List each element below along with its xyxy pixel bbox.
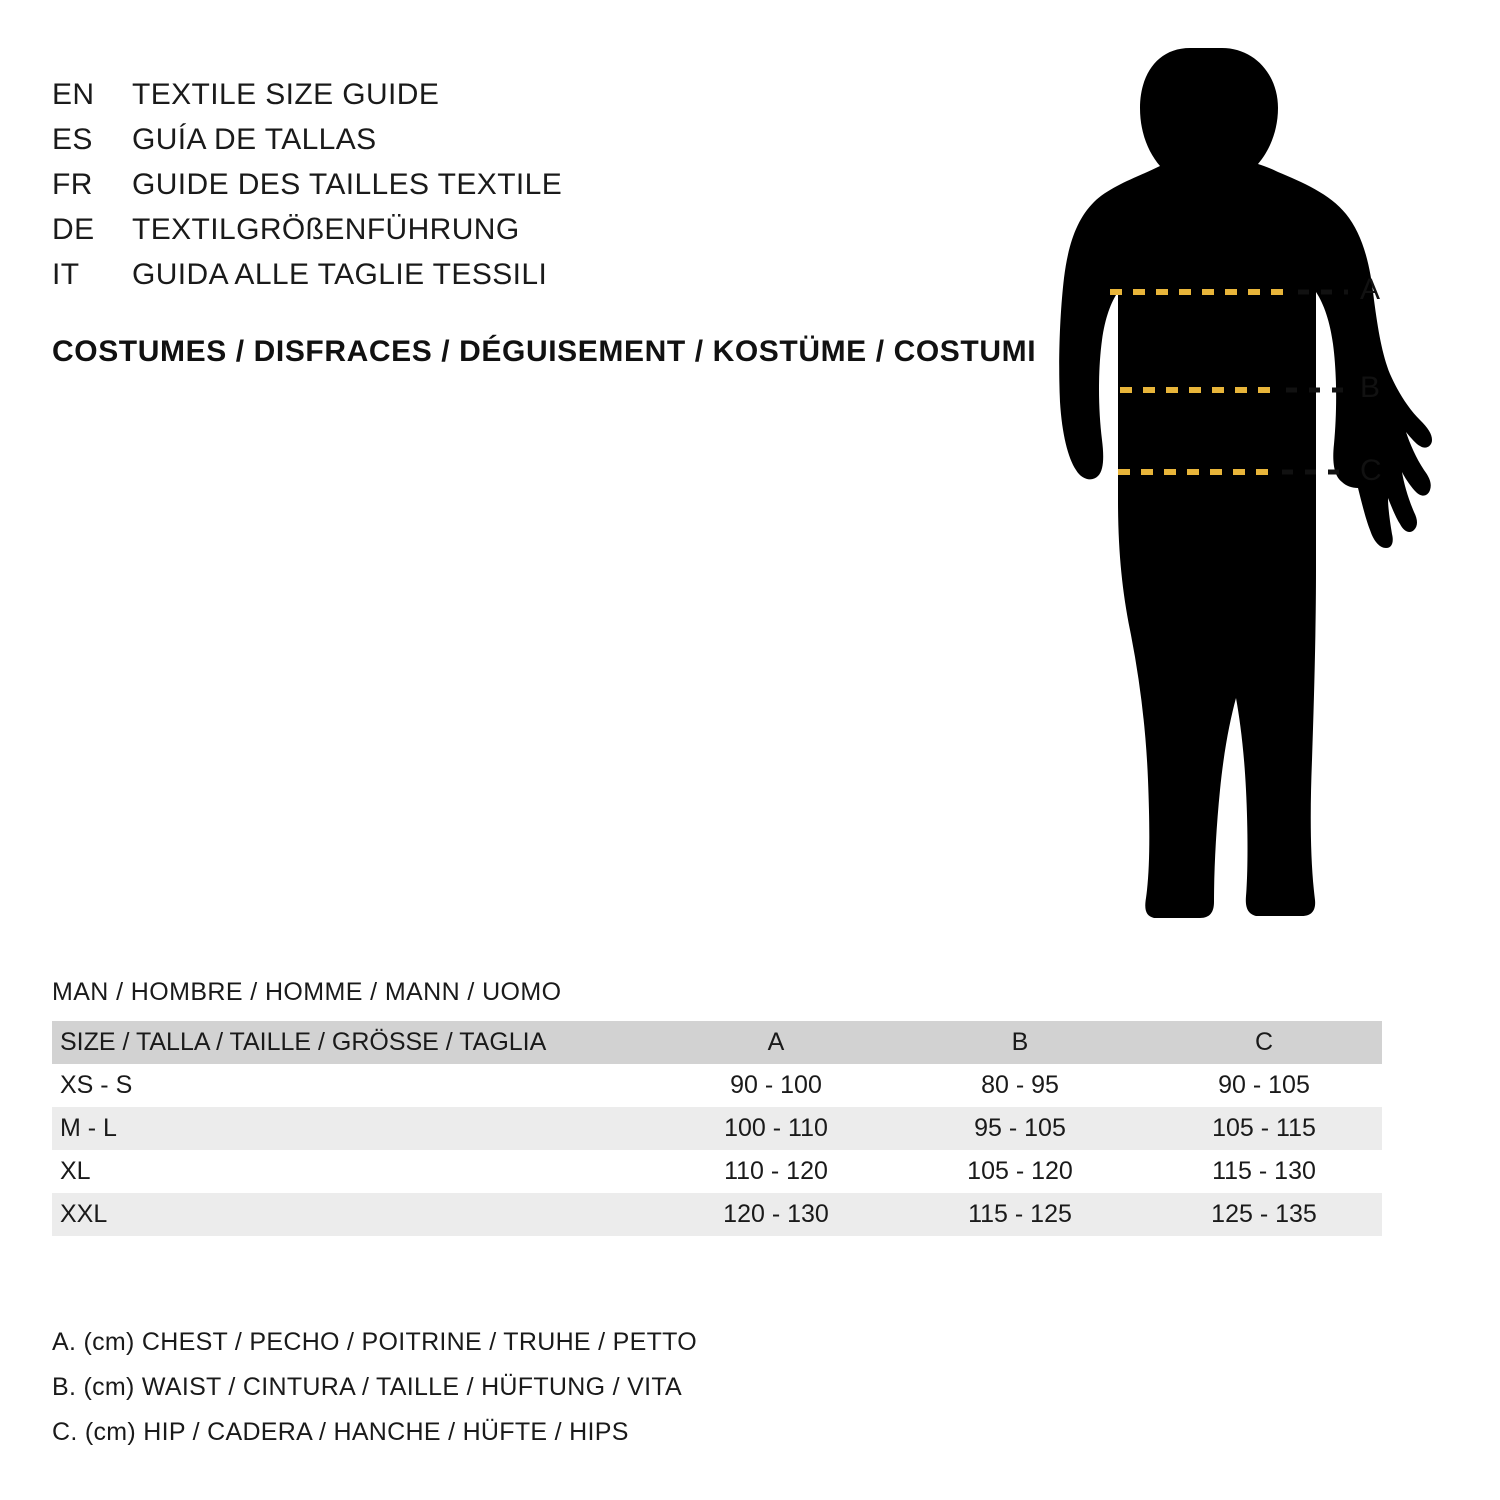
marker-label-b: B <box>1360 371 1381 404</box>
column-header-a: A <box>767 1028 785 1056</box>
language-label: GUIDE DES TAILLES TEXTILE <box>132 168 563 201</box>
table-row <box>52 1150 1382 1193</box>
cell-c: 115 - 130 <box>1212 1157 1316 1185</box>
cell-a: 90 - 100 <box>730 1071 822 1099</box>
body-measurement-figure <box>990 30 1460 930</box>
marker-label-c: C <box>1360 454 1382 487</box>
cell-size: XS - S <box>60 1071 133 1099</box>
column-header-b: B <box>1011 1028 1029 1056</box>
cell-c: 105 - 115 <box>1212 1114 1316 1142</box>
language-row-fr <box>52 162 952 207</box>
language-row-de <box>52 207 952 252</box>
marker-label-a: A <box>1360 273 1381 306</box>
language-label: GUIDA ALLE TAGLIE TESSILI <box>132 258 548 291</box>
cell-size: XL <box>60 1157 91 1185</box>
cell-size: M - L <box>60 1114 117 1142</box>
table-row <box>52 1193 1382 1236</box>
cell-a: 120 - 130 <box>723 1200 829 1228</box>
column-header-size: SIZE / TALLA / TAILLE / GRÖSSE / TAGLIA <box>60 1028 547 1056</box>
cell-size: XXL <box>60 1200 108 1228</box>
language-label: TEXTILGRÖßENFÜHRUNG <box>132 213 520 246</box>
language-label: TEXTILE SIZE GUIDE <box>132 78 440 111</box>
size-table <box>52 1021 1382 1236</box>
language-code: ES <box>52 123 93 156</box>
language-code: IT <box>52 258 80 291</box>
cell-c: 90 - 105 <box>1218 1071 1310 1099</box>
table-title: MAN / HOMBRE / HOMME / MANN / UOMO <box>52 978 562 1006</box>
table-row <box>52 1107 1382 1150</box>
costumes-heading: COSTUMES / DISFRACES / DÉGUISEMENT / KOSTÜME / COSTUMI <box>52 335 1037 368</box>
language-code: DE <box>52 213 95 246</box>
language-label: GUÍA DE TALLAS <box>132 123 377 156</box>
legend-item-a: A. (cm) CHEST / PECHO / POITRINE / TRUHE / PETTO <box>52 1328 698 1356</box>
cell-b: 115 - 125 <box>968 1200 1072 1228</box>
language-code: FR <box>52 168 93 201</box>
table-row <box>52 1064 1382 1107</box>
cell-b: 105 - 120 <box>967 1157 1073 1185</box>
cell-a: 110 - 120 <box>724 1157 828 1185</box>
cell-a: 100 - 110 <box>724 1114 828 1142</box>
cell-b: 95 - 105 <box>974 1114 1066 1142</box>
language-row-it <box>52 252 952 297</box>
cell-c: 125 - 135 <box>1211 1200 1317 1228</box>
cell-b: 80 - 95 <box>981 1071 1059 1099</box>
legend-item-b: B. (cm) WAIST / CINTURA / TAILLE / HÜFTUNG / VITA <box>52 1373 683 1401</box>
language-list <box>52 72 952 297</box>
size-table-section <box>52 978 1452 1236</box>
table-header-row <box>52 1021 1382 1064</box>
legend-item-c: C. (cm) HIP / CADERA / HANCHE / HÜFTE / HIPS <box>52 1418 629 1446</box>
language-row-es <box>52 117 952 162</box>
language-row-en <box>52 72 952 117</box>
column-header-c: C <box>1254 1028 1274 1056</box>
measurement-legend <box>52 1320 1252 1455</box>
language-code: EN <box>52 78 95 111</box>
silhouette-icon <box>990 30 1460 930</box>
